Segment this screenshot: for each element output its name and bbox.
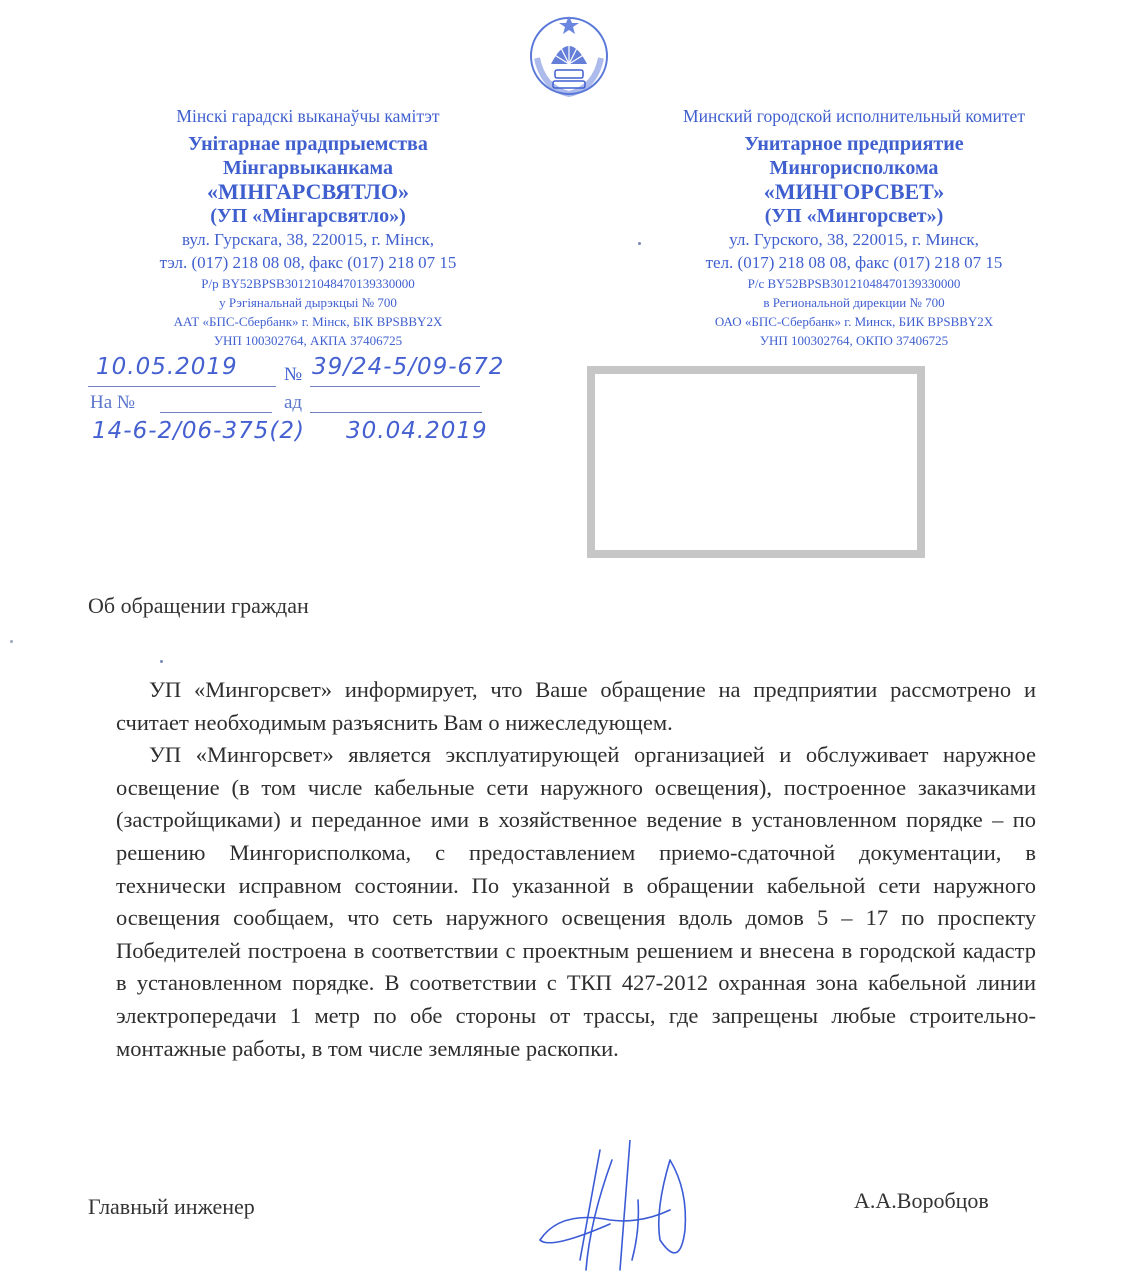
letter-body <box>116 674 1036 1065</box>
letterhead-russian <box>634 108 1074 350</box>
org-phone: тел. (017) 218 08 08, факс (017) 218 07 15 <box>705 252 1003 272</box>
org-short-name: (УП «Мингорсвет») <box>764 204 944 227</box>
outgoing-number: 39/24-5/09-672 <box>312 354 505 380</box>
scan-speck <box>10 640 13 643</box>
org-directorate: в Региональной дирекции № 700 <box>763 294 945 310</box>
from-label: ад <box>284 392 303 413</box>
org-name-line1: Унітарнае прадпрыемства <box>188 132 428 155</box>
org-name-line3: «МИНГОРСВЕТ» <box>763 178 945 204</box>
reply-to-number: 14-6-2/06-375(2) <box>92 418 305 444</box>
number-underline <box>310 386 480 387</box>
org-phone: тэл. (017) 218 08 08, факс (017) 218 07 15 <box>159 252 457 272</box>
reply-to-date: 30.04.2019 <box>346 418 488 444</box>
org-name-line3: «МІНГАРСВЯТЛО» <box>206 178 410 204</box>
date-underline <box>88 386 276 387</box>
authority-name: Минский городской исполнительный комитет <box>683 106 1025 126</box>
org-account: Р/р BY52BPSB30121048470139330000 <box>201 275 415 291</box>
org-name-line1: Унитарное предприятие <box>744 132 964 155</box>
org-account: Р/с BY52BPSB30121048470139330000 <box>747 275 961 291</box>
reply-number-underline <box>160 412 272 413</box>
registration-block <box>88 352 558 452</box>
letter-subject: Об обращении граждан <box>88 593 309 618</box>
org-name-line2: Мінгарвыканкама <box>222 156 394 179</box>
letterhead-belarusian <box>88 108 528 350</box>
org-address: ул. Гурского, 38, 220015, г. Минск, <box>729 229 979 249</box>
org-ids: УНП 100302764, ОКПО 37406725 <box>759 332 949 348</box>
outgoing-date: 10.05.2019 <box>96 354 238 380</box>
signatory-name: А.А.Воробцов <box>854 1188 989 1213</box>
org-directorate: у Рэгіянальнай дырэкцыі № 700 <box>219 294 397 310</box>
state-emblem-icon <box>523 8 615 100</box>
reply-to-label: На № <box>90 392 136 413</box>
number-label: № <box>284 364 303 385</box>
scan-speck <box>638 242 641 245</box>
scan-speck <box>160 660 163 663</box>
org-ids: УНП 100302764, АКПА 37406725 <box>213 332 403 348</box>
signatory-role: Главный инженер <box>88 1194 255 1219</box>
reply-date-underline <box>310 412 482 413</box>
body-paragraph: УП «Мингорсвет» является эксплуатирующей организацией и обслуживает наружное освещение (в том числе кабельные сети наружного освещения), построенное заказчиками (застройщиками) и переданное ими в хозяйственное ведение в установленном порядке – по решению Мингорисполкома, с предоставлением приемо-сдаточной документации, в технически исправном состоянии. По указанной в обращении кабельной сети наружного освещения сообщаем, что сеть наружного освещения вдоль домов 5 – 17 по проспекту Победителей построена в соответствии с проектным решением и внесена в городской кадастр в установленном порядке. В соответствии с ТКП 427-2012 охранная зона кабельной линии электропередачи 1 метр по обе стороны от трассы, где запрещены любые строительно-монтажные работы, в том числе земляные раскопки. <box>116 742 1036 1061</box>
org-bank: ААТ «БПС-Сбербанк» г. Мінск, БІК BPSBBY2X <box>173 313 443 329</box>
body-paragraph: УП «Мингорсвет» информирует, что Ваше обращение на предприятии рассмотрено и считает необходимым разъяснить Вам о нижеследующем. <box>116 677 1036 735</box>
org-address: вул. Гурскага, 38, 220015, г. Мінск, <box>181 229 435 249</box>
redacted-recipient-box <box>587 366 925 558</box>
handwritten-signature-icon <box>520 1140 740 1280</box>
org-bank: ОАО «БПС-Сбербанк» г. Минск, БИК BPSBBY2X <box>714 313 994 329</box>
org-short-name: (УП «Мінгарсвятло») <box>210 204 406 227</box>
authority-name: Мінскі гарадскі выканаўчы камітэт <box>176 106 440 126</box>
org-name-line2: Мингорисполкома <box>769 156 939 179</box>
